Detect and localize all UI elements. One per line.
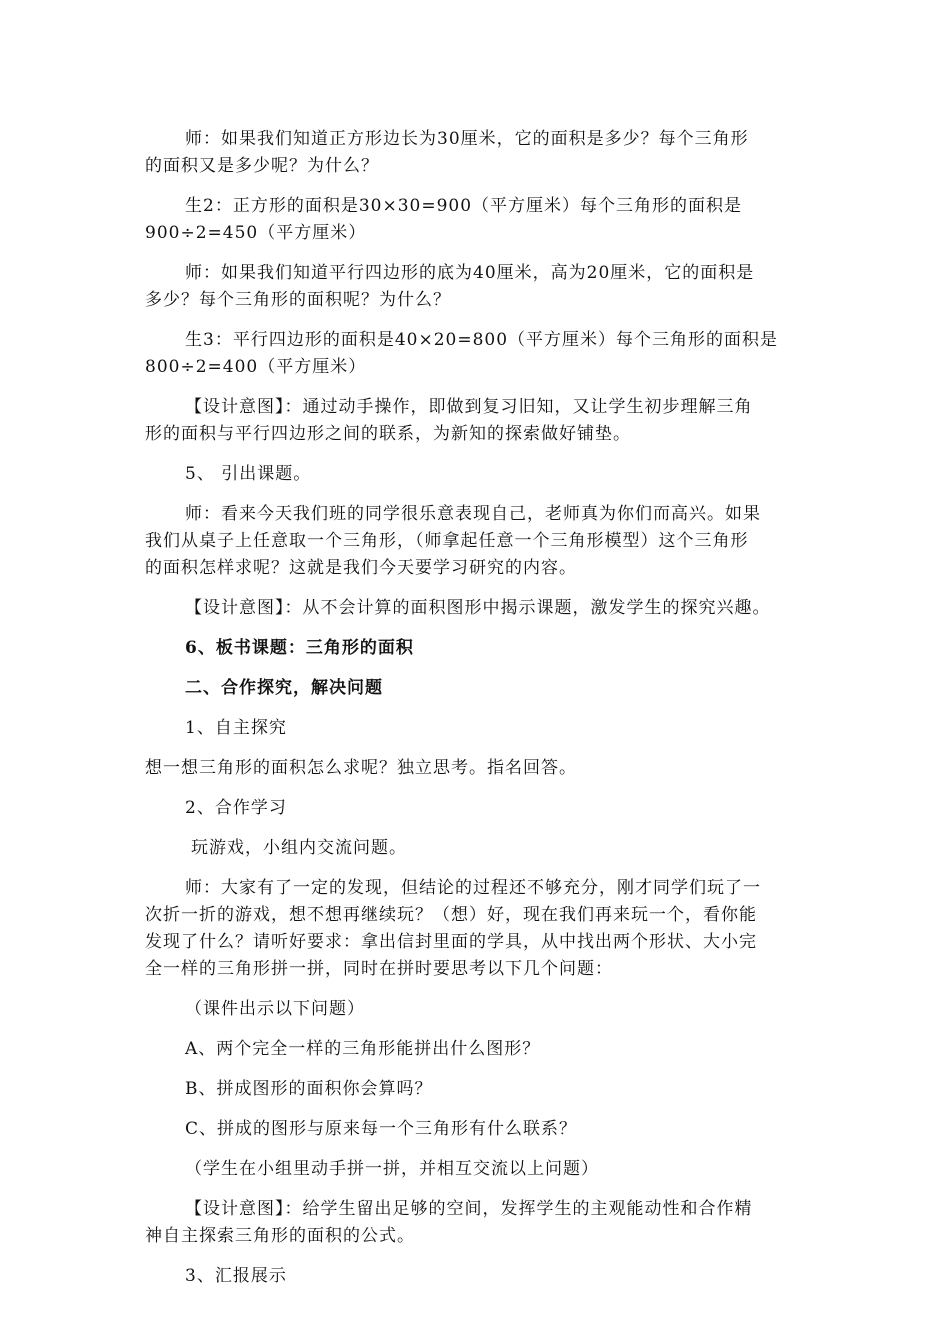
text-line: 800÷2=400（平方厘米） <box>145 357 367 377</box>
paragraph-teacher-intro <box>145 501 815 582</box>
paragraph-design-intent-2 <box>145 595 815 622</box>
text-line: 次折一折的游戏，想不想再继续玩？（想）好，现在我们再来玩一个，看你能 <box>145 905 757 925</box>
text-line: 想一想三角形的面积怎么求呢？独立思考。指名回答。 <box>145 758 577 778</box>
heading-board-topic <box>145 635 815 662</box>
paragraph-group-work <box>145 1156 815 1183</box>
text-line: 发现了什么？请听好要求：拿出信封里面的学具，从中找出两个形状、大小完 <box>145 932 757 952</box>
paragraph-courseware <box>145 996 815 1023</box>
text-line: 3、汇报展示 <box>185 1266 287 1286</box>
paragraph-introduce-topic <box>145 461 815 488</box>
text-line: 【设计意图】：通过动手操作，即做到复习旧知，又让学生初步理解三角 <box>185 397 753 417</box>
text-line: 二、合作探究，解决问题 <box>185 678 383 698</box>
text-line: A、两个完全一样的三角形能拼出什么图形？ <box>185 1039 541 1059</box>
heading-section-two <box>145 675 815 702</box>
text-line: 5、 引出课题。 <box>185 464 312 484</box>
text-line: 生2：正方形的面积是30×30=900（平方厘米）每个三角形的面积是 <box>185 196 743 216</box>
paragraph-question-b <box>145 1076 815 1103</box>
text-line: 的面积怎样求呢？这就是我们今天要学习研究的内容。 <box>145 558 577 578</box>
text-line: 【设计意图】：从不会计算的面积图形中揭示课题，激发学生的探究兴趣。 <box>185 598 771 618</box>
paragraph-design-intent-1 <box>145 394 815 448</box>
paragraph-design-intent-3 <box>145 1196 815 1250</box>
text-line: 生3：平行四边形的面积是40×20=800（平方厘米）每个三角形的面积是 <box>185 330 779 350</box>
text-line: 900÷2=450（平方厘米） <box>145 223 367 243</box>
text-line: 1、自主探究 <box>185 718 287 738</box>
paragraph-question-a <box>145 1036 815 1063</box>
text-line: 2、合作学习 <box>185 798 287 818</box>
text-line: （学生在小组里动手拼一拼，并相互交流以上问题） <box>185 1159 599 1179</box>
paragraph-student3-answer <box>145 327 815 381</box>
paragraph-teacher-parallelogram-question <box>145 260 815 314</box>
text-line: 形的面积与平行四边形之间的联系，为新知的探索做好铺垫。 <box>145 424 631 444</box>
text-line: 神自主探索三角形的面积的公式。 <box>145 1226 415 1246</box>
paragraph-teacher-square-question <box>145 126 815 180</box>
paragraph-think <box>145 755 815 782</box>
text-line: 【设计意图】：给学生留出足够的空间，发挥学生的主观能动性和合作精 <box>185 1199 753 1219</box>
text-line: C、拼成的图形与原来每一个三角形有什么联系？ <box>185 1119 578 1139</box>
paragraph-play-game <box>145 835 815 862</box>
paragraph-self-explore <box>145 715 815 742</box>
paragraph-student2-answer <box>145 193 815 247</box>
text-line: 师：如果我们知道正方形边长为30厘米，它的面积是多少？每个三角形 <box>185 129 749 149</box>
text-line: 多少？每个三角形的面积呢？为什么？ <box>145 290 451 310</box>
paragraph-teacher-game <box>145 875 815 983</box>
paragraph-report-display <box>145 1263 815 1290</box>
text-line: 师：看来今天我们班的同学很乐意表现自己，老师真为你们而高兴。如果 <box>185 504 761 524</box>
text-line: 师：如果我们知道平行四边形的底为40厘米，高为20厘米，它的面积是 <box>185 263 755 283</box>
text-line: （课件出示以下问题） <box>185 999 365 1019</box>
text-line: 6、板书课题：三角形的面积 <box>185 638 414 658</box>
document-body <box>145 126 815 1303</box>
text-line: 玩游戏，小组内交流问题。 <box>191 838 407 858</box>
text-line: B、拼成图形的面积你会算吗？ <box>185 1079 433 1099</box>
text-line: 我们从桌子上任意取一个三角形，（师拿起任意一个三角形模型）这个三角形 <box>145 531 749 551</box>
paragraph-cooperative-learning <box>145 795 815 822</box>
paragraph-question-c <box>145 1116 815 1143</box>
text-line: 师：大家有了一定的发现，但结论的过程还不够充分，刚才同学们玩了一 <box>185 878 761 898</box>
text-line: 的面积又是多少呢？为什么？ <box>145 156 379 176</box>
text-line: 全一样的三角形拼一拼，同时在拼时要思考以下几个问题： <box>145 959 613 979</box>
